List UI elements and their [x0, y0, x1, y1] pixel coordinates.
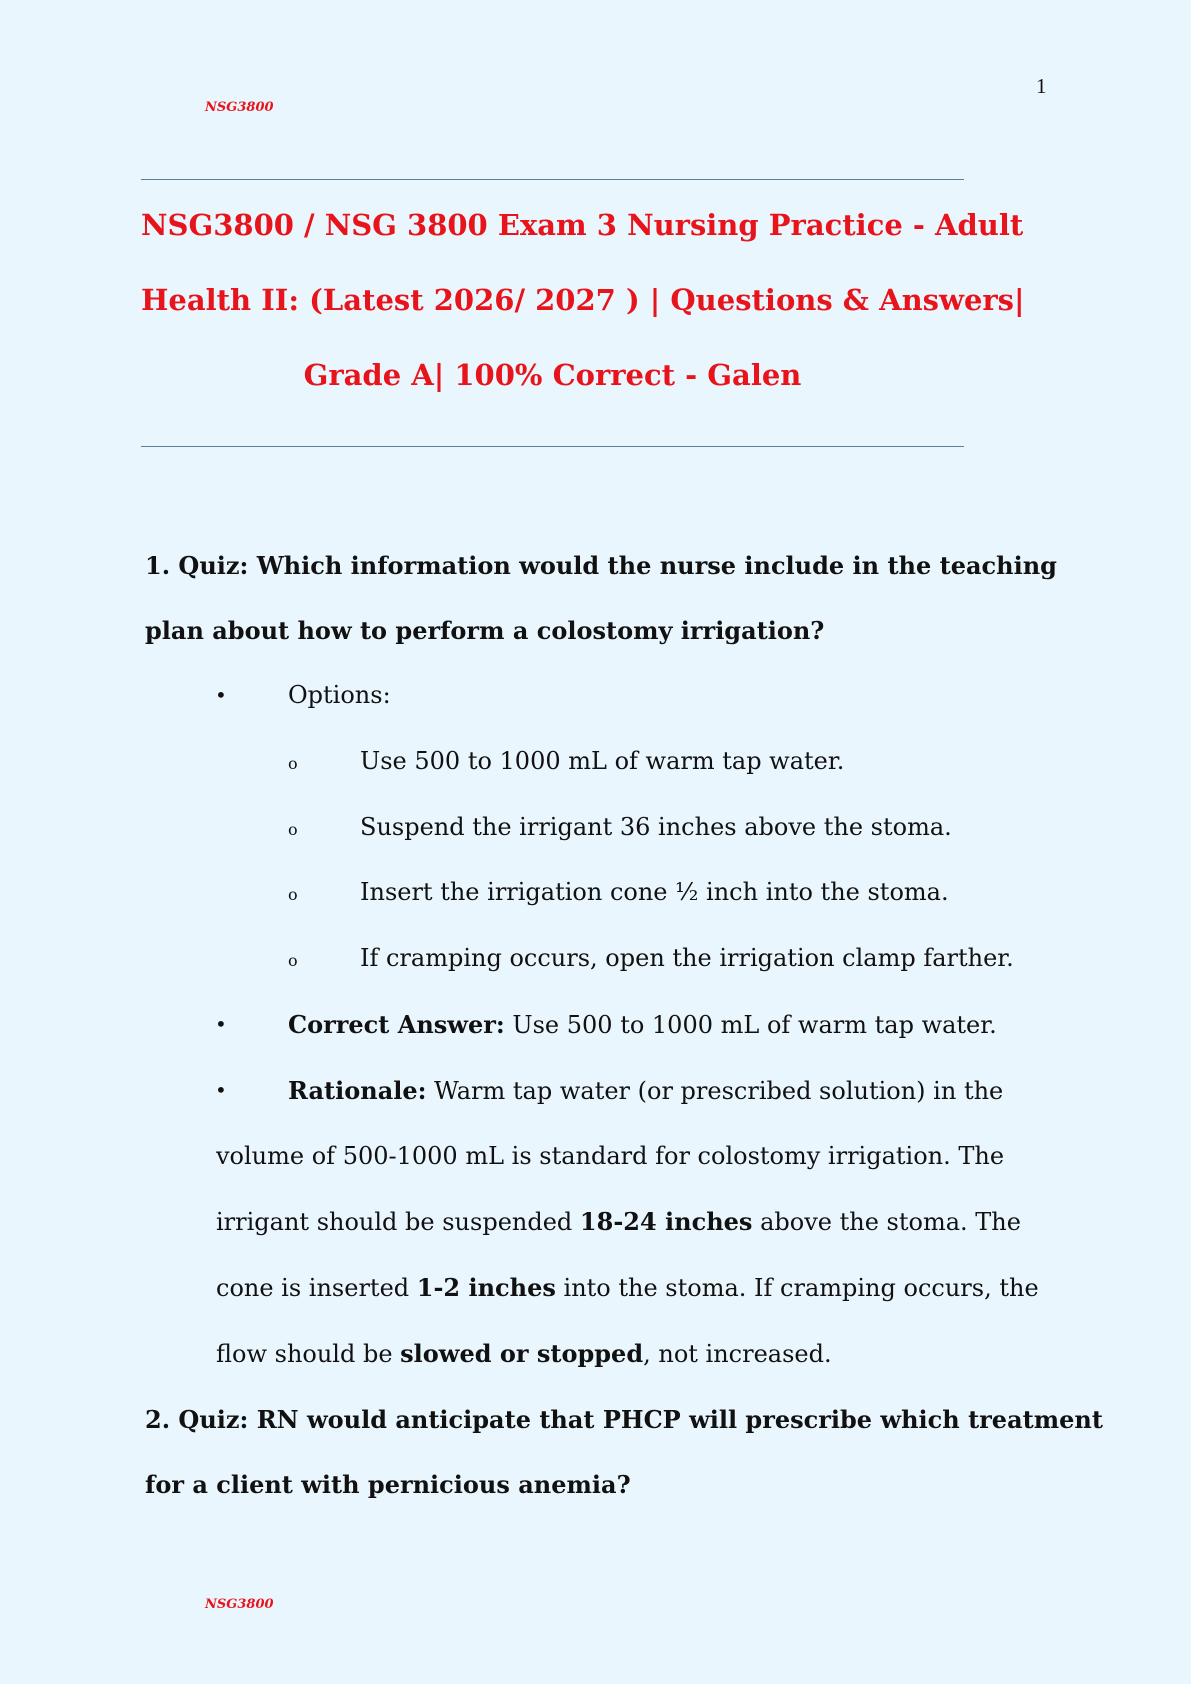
footer-label: NSG3800	[205, 1597, 274, 1612]
title-line-1: NSG3800 / NSG 3800 Exam 3 Nursing Practice - Adult	[141, 208, 1024, 242]
header-label: NSG3800	[205, 100, 274, 115]
rationale-line-2: volume of 500-1000 mL is standard for colostomy irrigation. The	[216, 1141, 1005, 1170]
emphasis-text: slowed or stopped	[400, 1338, 644, 1368]
rationale-continuation	[145, 1255, 1045, 1321]
rationale-continuation	[145, 1189, 1045, 1255]
bullet-icon: •	[215, 1077, 227, 1102]
rationale-item	[145, 1058, 1045, 1124]
option-item	[145, 729, 1045, 795]
emphasis-text: 1-2 inches	[416, 1273, 556, 1303]
title-bottom-rule	[141, 446, 964, 447]
rationale-line-3: irrigant should be suspended 18-24 inches above the stoma. The	[216, 1207, 1021, 1237]
correct-answer-label: Correct Answer:	[288, 1009, 505, 1039]
rationale-line-1	[288, 1058, 1003, 1125]
options-item	[145, 663, 1045, 729]
option-text: Suspend the irrigant 36 inches above the stoma.	[360, 812, 952, 841]
title-top-rule	[141, 179, 964, 180]
page-number: 1	[1036, 74, 1047, 98]
title-line-3: Grade A| 100% Correct - Galen	[303, 358, 802, 392]
options-label: Options:	[288, 681, 391, 709]
option-item	[145, 860, 1045, 926]
correct-answer	[288, 992, 997, 1059]
question-2-line-2: for a client with pernicious anemia?	[145, 1469, 631, 1499]
circle-bullet-icon: o	[288, 753, 298, 773]
rationale-continuation	[145, 1124, 1045, 1190]
bullet-icon: •	[215, 683, 227, 707]
circle-bullet-icon: o	[288, 951, 298, 971]
circle-bullet-icon: o	[288, 885, 298, 905]
rationale-text: Warm tap water (or prescribed solution) in the	[426, 1076, 1004, 1105]
correct-answer-text: Use 500 to 1000 mL of warm tap water.	[504, 1010, 997, 1039]
option-text: If cramping occurs, open the irrigation clamp farther.	[360, 944, 1014, 973]
bullet-icon: •	[215, 1011, 227, 1036]
question-1-line-1: 1. Quiz: Which information would the nurse include in the teaching	[145, 551, 1057, 580]
option-item	[145, 795, 1045, 861]
question-1-line-2: plan about how to perform a colostomy irrigation?	[145, 616, 825, 645]
option-item	[145, 926, 1045, 992]
rationale-line-4: cone is inserted 1-2 inches into the stoma. If cramping occurs, the	[216, 1273, 1039, 1303]
question-content	[145, 533, 1103, 1517]
option-text: Insert the irrigation cone ½ inch into the stoma.	[360, 878, 949, 907]
rationale-label: Rationale:	[288, 1075, 427, 1105]
rationale-line-5: flow should be slowed or stopped, not increased.	[216, 1338, 832, 1368]
correct-answer-item	[145, 992, 1045, 1058]
document-title	[141, 188, 1025, 413]
title-line-2: Health II: (Latest 2026/ 2027 ) | Questions & Answers|	[141, 283, 1025, 317]
question-2-line-1: 2. Quiz: RN would anticipate that PHCP will prescribe which treatment	[145, 1404, 1103, 1434]
option-text: Use 500 to 1000 mL of warm tap water.	[360, 746, 845, 775]
rationale-continuation	[145, 1321, 1045, 1387]
emphasis-text: 18-24 inches	[579, 1207, 753, 1237]
circle-bullet-icon: o	[288, 819, 298, 839]
